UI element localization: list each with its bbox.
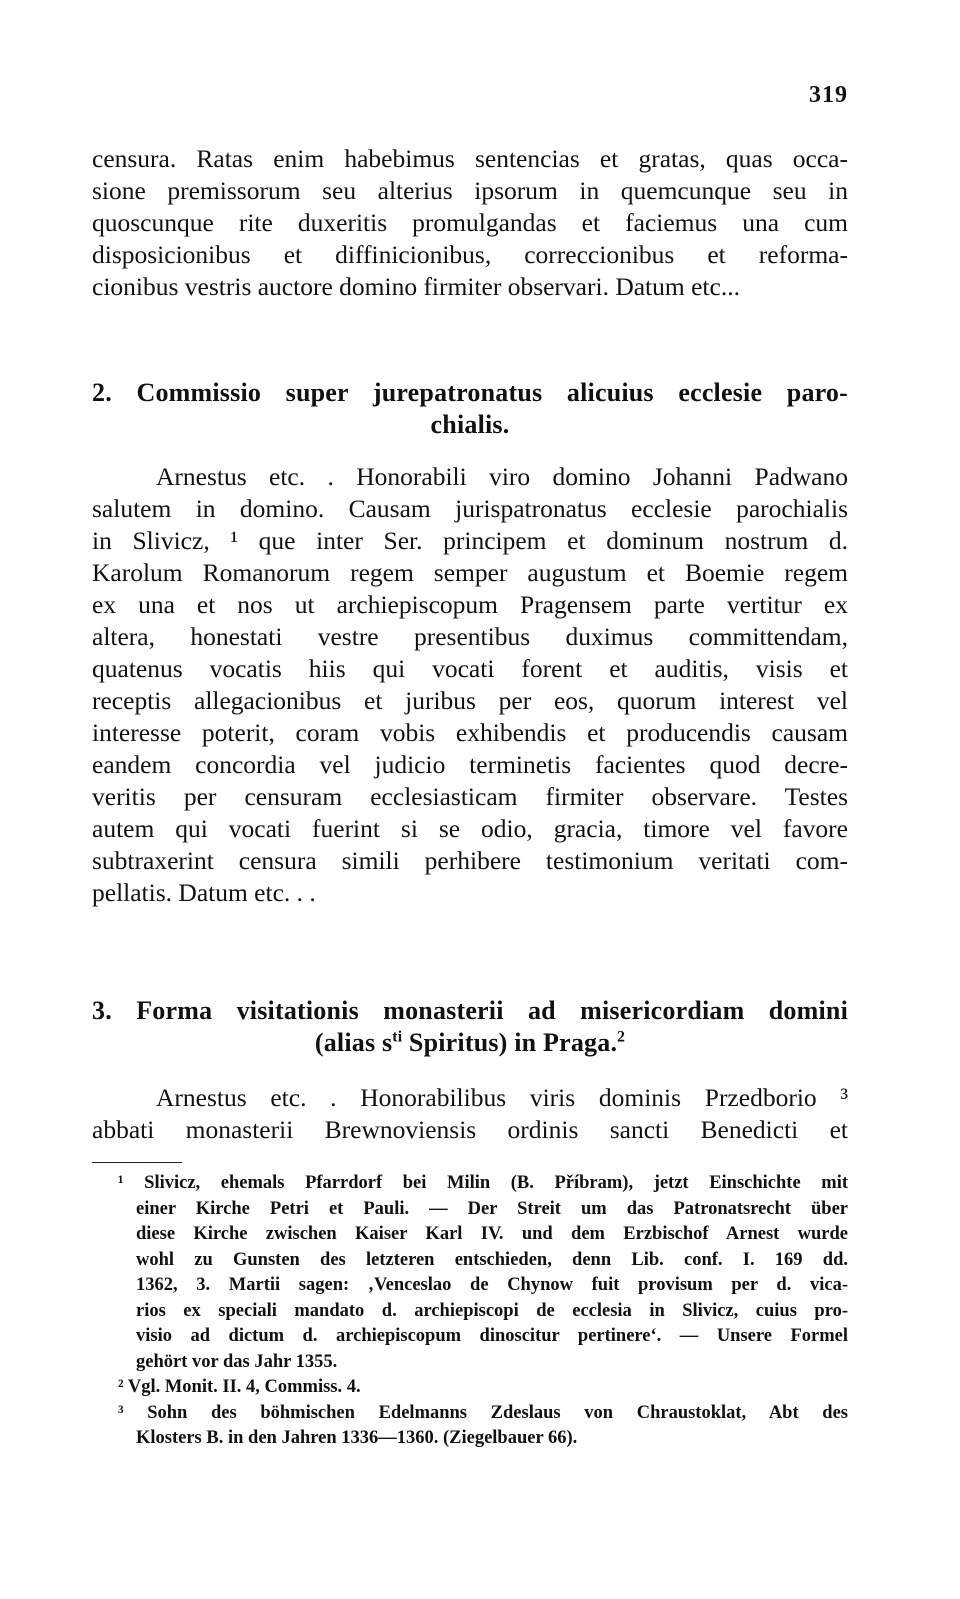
text-line: censura. Ratas enim habebimus sentencias et gratas, quas occa-	[92, 144, 848, 173]
text-line: autem qui vocati fuerint si se odio, gracia, timore vel favore	[92, 814, 848, 843]
text-line: in Slivicz, ¹ que inter Ser. principem et dominum nostrum d.	[92, 526, 848, 555]
footnote-line: visio ad dictum d. archiepiscopum dinoscitur pertinere‘. — Unsere Formel	[136, 1326, 848, 1346]
heading-line	[92, 1027, 848, 1059]
footnote-line: Klosters B. in den Jahren 1336—1360. (Ziegelbauer 66).	[136, 1428, 578, 1448]
heading-line: chialis.	[430, 410, 510, 439]
text-line: cionibus vestris auctore domino firmiter observari. Datum etc...	[92, 272, 740, 301]
text-line: subtraxerint censura simili perhibere testimonium veritati com-	[92, 846, 848, 875]
text-line: quatenus vocatis hiis qui vocati forent et auditis, visis et	[92, 654, 848, 683]
paragraph-censura	[92, 143, 848, 303]
text-line: disposicionibus et diffinicionibus, correccionibus et reforma-	[92, 240, 848, 269]
footnote-line: ³ Sohn des böhmischen Edelmanns Zdeslaus von Chraustoklat, Abt des	[118, 1402, 848, 1423]
section-heading-3	[92, 995, 848, 1059]
text-line: interesse poterit, coram vobis exhibendis et producendis causam	[92, 718, 848, 747]
text-line: abbati monasterii Brewnoviensis ordinis sancti Benedicti et	[92, 1115, 848, 1144]
text-line: eandem concordia vel judicio terminetis facientes quod decre-	[92, 750, 848, 779]
footnote-marker: 2	[617, 1028, 626, 1046]
footnote-line: ¹ Slivicz, ehemals Pfarrdorf bei Milin (B. Příbram), jetzt Einschichte mit	[118, 1173, 848, 1193]
footnote-line: gehört vor das Jahr 1355.	[136, 1351, 338, 1372]
footnote-line: wohl zu Gunsten des letzteren entschieden, denn Lib. conf. I. 169 dd.	[136, 1249, 848, 1270]
text-line: Karolum Romanorum regem semper augustum et Boemie regem	[92, 558, 848, 587]
text-line: veritis per censuram ecclesiasticam firmiter observare. Testes	[92, 782, 848, 811]
text-line: Arnestus etc. . Honorabili viro domino Johanni Padwano	[156, 462, 848, 491]
heading-text: Spiritus) in Praga.	[402, 1028, 618, 1057]
heading-line: 3. Forma visitationis monasterii ad misericordiam domini	[92, 996, 848, 1025]
text-line: Arnestus etc. . Honorabilibus viris dominis Przedborio ³	[156, 1083, 848, 1112]
superscript: ti	[392, 1028, 403, 1046]
heading-line: 2. Commissio super jurepatronatus alicuius ecclesie paro-	[92, 378, 848, 407]
text-line: pellatis. Datum etc. . .	[92, 878, 316, 907]
text-line: salutem in domino. Causam jurispatronatus ecclesie parochialis	[92, 494, 848, 523]
text-line: sione premissorum seu alterius ipsorum in quemcunque seu in	[92, 176, 848, 205]
footnote-line: einer Kirche Petri et Pauli. — Der Streit um das Patronatsrecht über	[136, 1198, 848, 1219]
footnote-line: ² Vgl. Monit. II. 4, Commiss. 4.	[118, 1377, 361, 1397]
text-line: altera, honestati vestre presentibus duximus committendam,	[92, 622, 848, 651]
text-line: receptis allegacionibus et juribus per eos, quorum interest vel	[92, 686, 848, 715]
paragraph-commissio	[92, 461, 848, 909]
footnotes	[92, 1171, 848, 1452]
footnote-line: rios ex speciali mandato d. archiepiscopi de ecclesia in Slivicz, cuius pro-	[136, 1300, 848, 1321]
page-number: 319	[809, 82, 848, 108]
paragraph-forma	[92, 1082, 848, 1146]
footnote-divider	[92, 1162, 182, 1163]
heading-text: (alias s	[314, 1028, 393, 1057]
footnote-line: 1362, 3. Martii sagen: ‚Venceslao de Chynow fuit provisum per d. vica-	[136, 1275, 848, 1295]
footnote-line: diese Kirche zwischen Kaiser Karl IV. und dem Erzbischof Arnest wurde	[136, 1224, 848, 1244]
text-line: quoscunque rite duxeritis promulgandas et faciemus una cum	[92, 208, 848, 237]
section-heading-2	[92, 377, 848, 441]
text-line: ex una et nos ut archiepiscopum Pragensem parte vertitur ex	[92, 590, 848, 619]
